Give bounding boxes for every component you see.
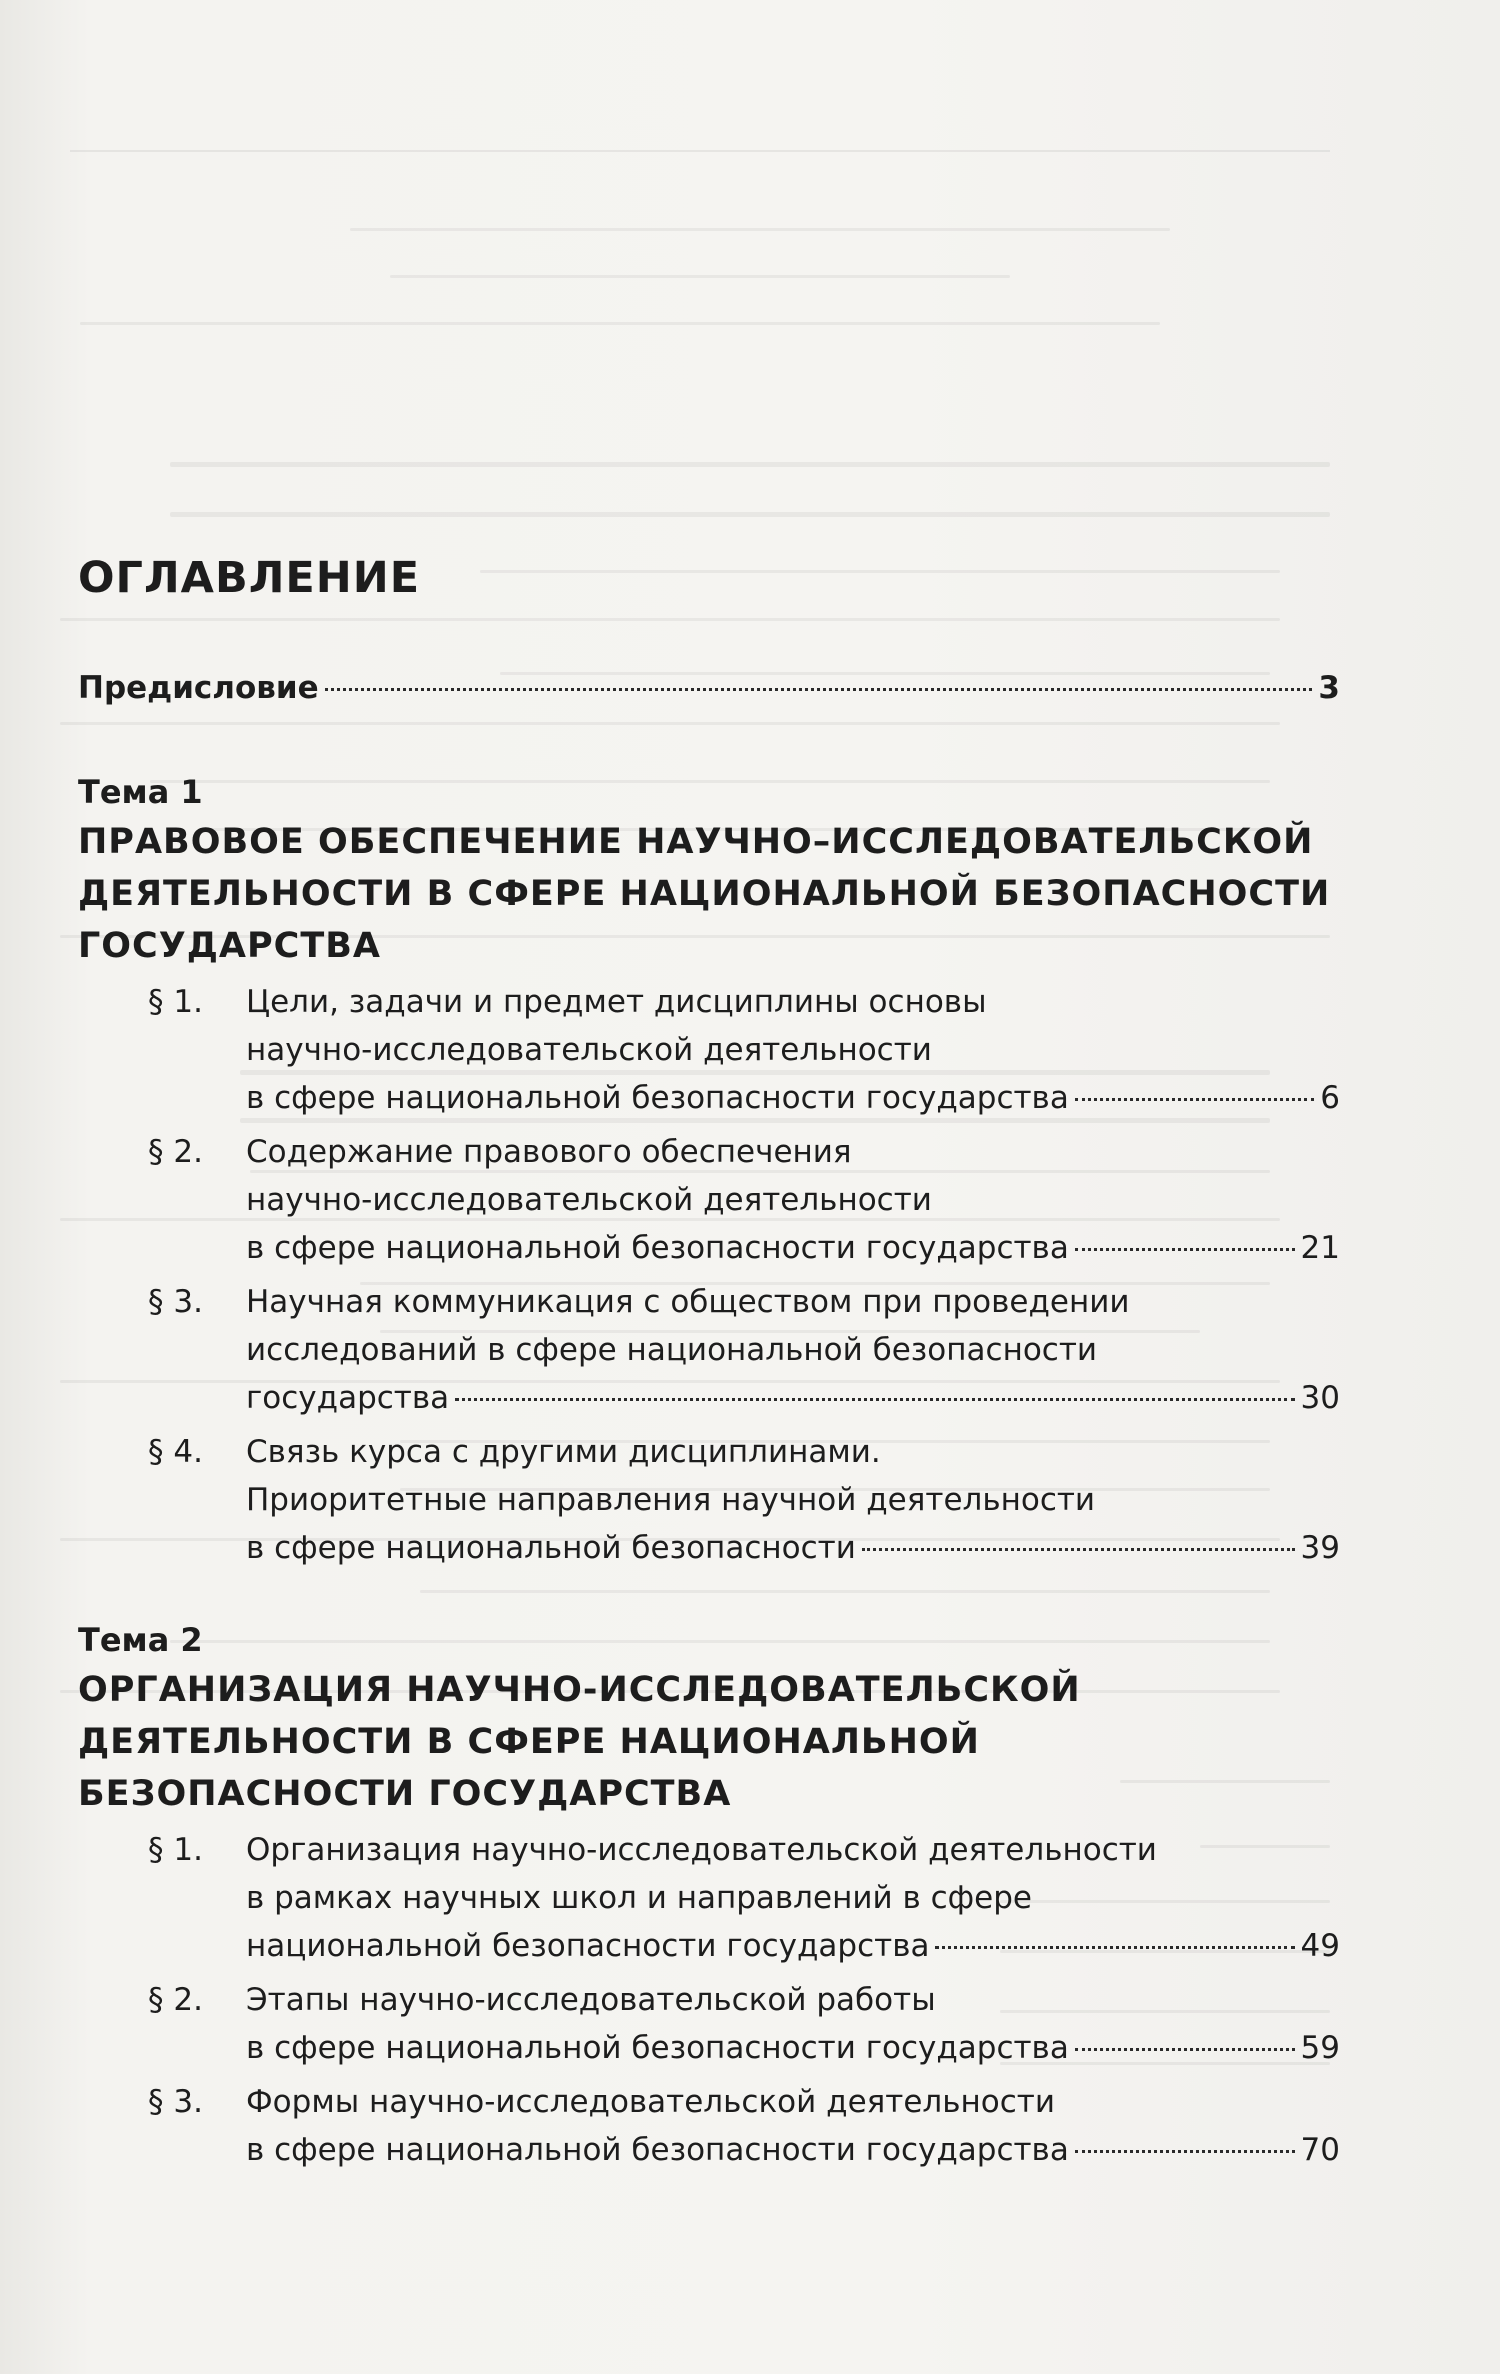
topic-title[interactable] <box>78 816 1340 972</box>
section-number: § 3. <box>148 2084 203 2121</box>
section-page-number: 30 <box>1300 1380 1340 1417</box>
toc-section-2-1[interactable] <box>78 1826 1340 1970</box>
section-page-number: 39 <box>1300 1530 1340 1567</box>
topic-title-line: ДЕЯТЕЛЬНОСТИ В СФЕРЕ НАЦИОНАЛЬНОЙ БЕЗОПАСНОСТИ <box>78 874 1331 915</box>
section-line: научно-исследовательской деятельности <box>246 1182 932 1219</box>
topic-title-line: ОРГАНИЗАЦИЯ НАУЧНО-ИССЛЕДОВАТЕЛЬСКОЙ <box>78 1670 1081 1711</box>
toc-title: ОГЛАВЛЕНИЕ <box>78 553 421 603</box>
dot-leader <box>1075 2048 1295 2051</box>
section-line: в сфере национальной безопасности государства <box>246 1230 1069 1267</box>
toc-section-1-3[interactable] <box>78 1278 1340 1422</box>
section-line: в сфере национальной безопасности <box>246 1530 856 1567</box>
section-line: Организация научно-исследовательской деятельности <box>246 1832 1157 1869</box>
toc-section-1-4[interactable] <box>78 1428 1340 1572</box>
topic-label: Тема 2 <box>78 1621 203 1660</box>
toc-entry-preface[interactable] <box>78 664 1340 712</box>
section-line: в рамках научных школ и направлений в сфере <box>246 1880 1032 1917</box>
section-page-number: 70 <box>1300 2132 1340 2169</box>
topic-title-line: ДЕЯТЕЛЬНОСТИ В СФЕРЕ НАЦИОНАЛЬНОЙ <box>78 1722 980 1763</box>
section-line: Содержание правового обеспечения <box>246 1134 852 1171</box>
topic-title-line: ГОСУДАРСТВА <box>78 926 381 967</box>
section-line: в сфере национальной безопасности государства <box>246 2030 1069 2067</box>
section-page-number: 21 <box>1300 1230 1340 1267</box>
section-number: § 2. <box>148 1134 203 1171</box>
toc-section-2-3[interactable] <box>78 2078 1340 2174</box>
section-line: Приоритетные направления научной деятельности <box>246 1482 1096 1519</box>
section-number: § 3. <box>148 1284 203 1321</box>
section-page-number: 59 <box>1300 2030 1340 2067</box>
section-number: § 1. <box>148 1832 203 1869</box>
topic-label: Тема 1 <box>78 773 203 812</box>
section-line: Этапы научно-исследовательской работы <box>246 1982 936 2019</box>
section-line: Связь курса с другими дисциплинами. <box>246 1434 881 1471</box>
section-line: в сфере национальной безопасности государства <box>246 2132 1069 2169</box>
section-number: § 2. <box>148 1982 203 2019</box>
section-number: § 4. <box>148 1434 203 1471</box>
section-line: научно-исследовательской деятельности <box>246 1032 932 1069</box>
table-of-contents <box>78 555 1340 2218</box>
dot-leader <box>325 688 1313 691</box>
dot-leader <box>862 1548 1295 1551</box>
toc-section-1-1[interactable] <box>78 978 1340 1122</box>
topic-title[interactable] <box>78 1664 1340 1820</box>
section-line: Цели, задачи и предмет дисциплины основы <box>246 984 987 1021</box>
topic-title-line: БЕЗОПАСНОСТИ ГОСУДАРСТВА <box>78 1774 732 1815</box>
topic-1 <box>78 768 1340 1572</box>
dot-leader <box>1075 1098 1314 1101</box>
toc-section-2-2[interactable] <box>78 1976 1340 2072</box>
dot-leader <box>1075 1248 1295 1251</box>
section-line: национальной безопасности государства <box>246 1928 930 1965</box>
section-page-number: 6 <box>1320 1080 1340 1117</box>
dot-leader <box>455 1398 1294 1401</box>
section-number: § 1. <box>148 984 203 1021</box>
entry-page-number: 3 <box>1318 670 1340 707</box>
dot-leader <box>1075 2150 1295 2153</box>
toc-section-1-2[interactable] <box>78 1128 1340 1272</box>
section-line: в сфере национальной безопасности государства <box>246 1080 1069 1117</box>
topic-title-line: ПРАВОВОЕ ОБЕСПЕЧЕНИЕ НАУЧНО–ИССЛЕДОВАТЕЛЬСКОЙ <box>78 822 1314 863</box>
dot-leader <box>935 1946 1294 1949</box>
section-line: Научная коммуникация с обществом при проведении <box>246 1284 1130 1321</box>
section-line: Формы научно-исследовательской деятельности <box>246 2084 1055 2121</box>
topic-2 <box>78 1616 1340 2174</box>
entry-label: Предисловие <box>78 670 319 707</box>
section-line: государства <box>246 1380 450 1417</box>
section-page-number: 49 <box>1300 1928 1340 1965</box>
section-line: исследований в сфере национальной безопасности <box>246 1332 1098 1369</box>
